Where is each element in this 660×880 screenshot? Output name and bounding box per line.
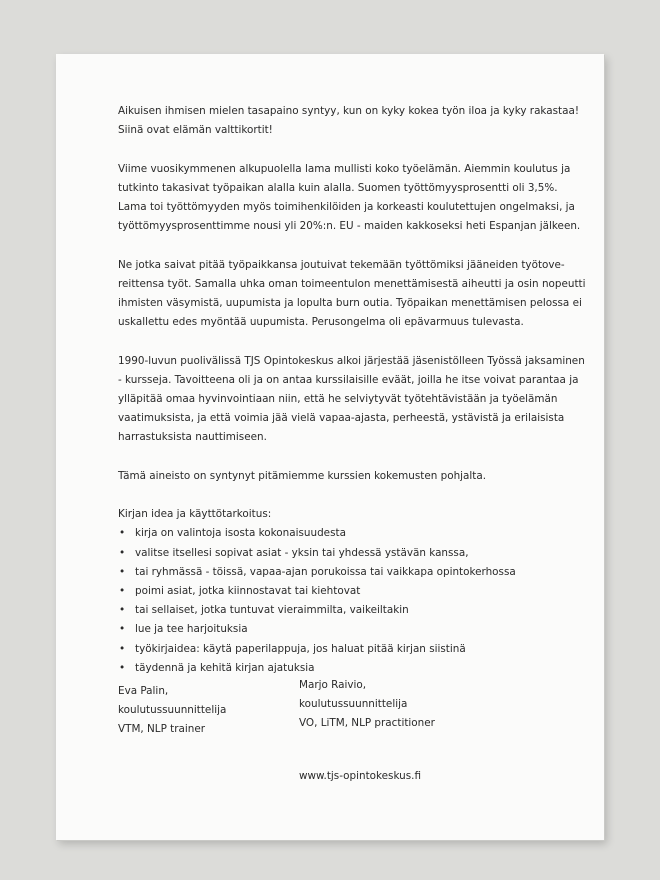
paragraph-4: Tämä aineisto on syntynyt pitämiemme kurssien kokemusten pohjalta. [118,469,487,482]
author-degrees: VO, LiTM, NLP practitioner [299,717,435,729]
paragraph-3: 1990-luvun puolivälissä TJS Opintokeskus alkoi järjestää jäsenistölleen Työssä jaksaminen - kursseja. Tavoitteena oli ja on antaa kurssilaisille eväät, joilla he itse voivat parantaa ja ylläpitää omaa hyvinvointiaan niin, että he selviytyvät työtehtävistään ja työelämän vaatimuksista, ja että voimia jää vielä vapaa-ajasta, perheestä, ystävistä ja erilaisista harrastuksista nauttimiseen. [118,354,585,444]
paragraph-1: Viime vuosikymmenen alkupuolella lama mullisti koko työelämän. Aiemmin koulutus ja tutkinto takasivat työpaikan alalla kuin alalla. Suomen työttömyysprosentti oli 3,5%. Lama toi työttömyyden myös toimihenkilöiden ja korkeasti koulutettujen ongelmaksi, ja työttömyysprosenttimme nousi yli 20%:n. EU - maiden kakkoseksi heti Espanjan jälkeen. [118,162,581,233]
list-item: • tai sellaiset, jotka tuntuvat vieraimmilta, vaikeiltakin [118,601,588,620]
book-back-cover [56,54,604,840]
author-name: Eva Palin, [118,685,169,697]
list-item: • työkirjaidea: käytä paperilappuja, jos haluat pitää kirjan siistinä [118,640,588,659]
authors-block [118,679,588,802]
list-item: • valitse itsellesi sopivat asiat - yksin tai yhdessä ystävän kanssa, [118,544,588,563]
list-item: • lue ja tee harjoituksia [118,620,588,639]
list-item: • poimi asiat, jotka kiinnostavat tai kiehtovat [118,582,588,601]
author-eva-palin [118,682,226,739]
list-title: Kirjan idea ja käyttötarkoitus: [118,508,272,521]
author-title: koulutussuunnittelija [299,698,408,710]
paragraph-2: Ne jotka saivat pitää työpaikkansa joutuivat tekemään työttömiksi jääneiden työtove-reittensa työt. Samalla uhka oman toimeentulon menettämisestä aiheutti ja osin nopeutti ihmisten väsymistä, uupumista ja lopulta burn outia. Työpaikan menettämisen pelossa ei uskallettu edes myöntää uupumista. Perusongelma oli epävarmuus tulevasta. [118,258,586,329]
website-url: www.tjs-opintokeskus.fi [299,770,422,782]
cover-text [118,102,588,678]
author-title: koulutussuunnittelija [118,704,227,716]
author-name: Marjo Raivio, [299,679,367,691]
author-degrees: VTM, NLP trainer [118,723,206,735]
author-marjo-raivio [299,676,435,733]
list-item: • kirja on valintoja isosta kokonaisuudesta [118,524,588,543]
intro-paragraph: Aikuisen ihmisen mielen tasapaino syntyy, kun on kyky kokea työn iloa ja kyky rakastaa! Siinä ovat elämän valttikortit! [118,105,580,137]
list-item: • täydennä ja kehitä kirjan ajatuksia [118,659,588,678]
list-item: • tai ryhmässä - töissä, vapaa-ajan porukoissa tai vaikkapa opintokerhossa [118,563,588,582]
bullet-list [118,524,588,678]
